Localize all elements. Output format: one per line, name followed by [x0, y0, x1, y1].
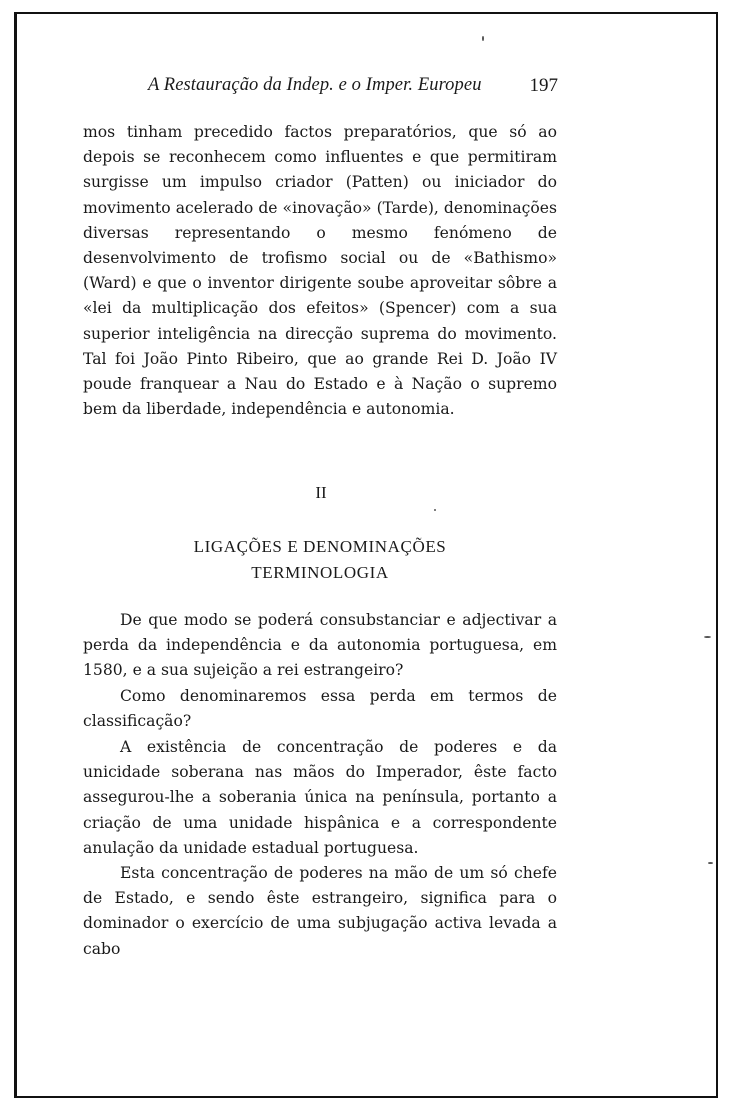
page-number: 197: [529, 75, 558, 96]
scan-speck: [708, 862, 713, 864]
section-heading-line1: LIGAÇÕES E DENOMINAÇÕES: [193, 537, 447, 556]
scan-speck: [704, 636, 711, 638]
paragraph-concentration: A existência de concentração de poderes e da unicidade soberana nas mãos do Imperador, êste facto assegurou-lhe a soberania única na península, portanto a criação de uma unidade hispânica e a correspondente anulação da unidade estadual portuguesa.: [83, 738, 557, 857]
paragraph-question: De que modo se poderá consubstanciar e adjectivar a perda da independência e da autonomia portuguesa, em 1580, e a sua sujeição a rei estrangeiro?: [83, 611, 557, 680]
paragraph-subjugation: Esta concentração de poderes na mão de um só chefe de Estado, e sendo êste estrangeiro, significa para o dominador o exercício de uma subjugação activa levada a cabo: [83, 864, 557, 958]
running-header: [148, 75, 558, 103]
section-number: II: [315, 483, 327, 502]
paragraph-classification: Como denominaremos essa perda em termos de classificação?: [83, 687, 557, 731]
section-heading-line2: TERMINOLOGIA: [251, 563, 389, 582]
scan-speck: [482, 36, 484, 41]
scan-speck: [434, 509, 436, 511]
header-title: A Restauração da Indep. e o Imper. Europeu: [148, 75, 482, 95]
paragraph-continued: mos tinham precedido factos preparatórios, que só ao depois se reconhecem como influentes e que permitiram surgisse um impulso criador (Patten) ou iniciador do movimento acelerado de «inovação» (Tarde), denominações diversas representando o mesmo fenómeno de desenvolvimento de trofismo social ou de «Bathismo» (Ward) e que o inventor dirigente soube aproveitar sôbre a «lei da multiplicação dos efeitos» (Spencer) com a sua superior inteligência na direcção suprema do movimento. Tal foi João Pinto Ribeiro, que ao grande Rei D. João IV poude franquear a Nau do Estado e à Nação o supremo bem da liberdade, independência e autonomia.: [83, 123, 557, 419]
